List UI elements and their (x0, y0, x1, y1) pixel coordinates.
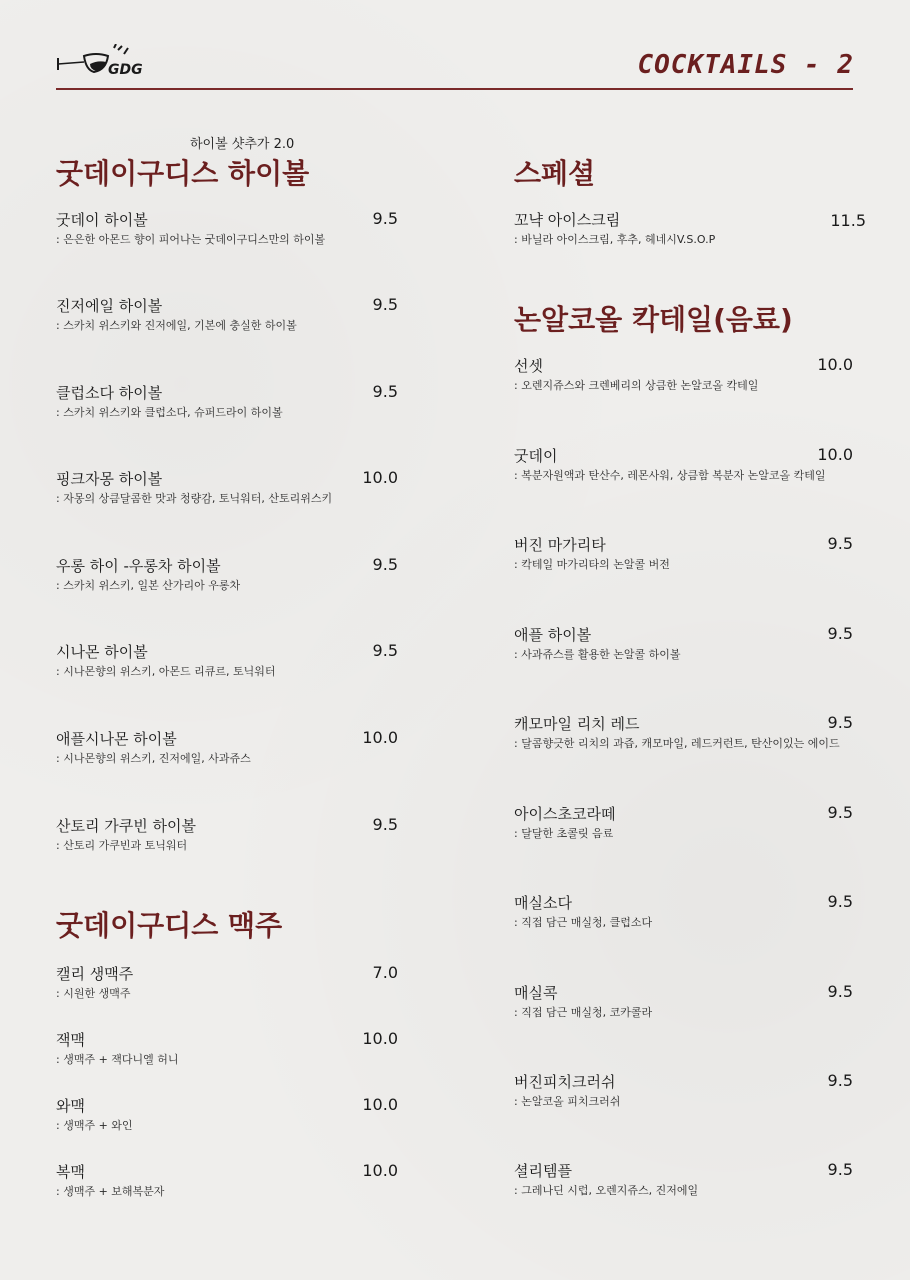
menu-item-price: 10.0 (362, 468, 398, 487)
wine-glass-logo-icon (56, 44, 146, 82)
menu-item-price: 10.0 (362, 1029, 398, 1048)
menu-item-desc: : 시나몬향의 위스키, 진저에일, 사과쥬스 (56, 752, 251, 765)
menu-item-desc: : 시나몬향의 위스키, 아몬드 리큐르, 토닉워터 (56, 665, 276, 678)
menu-item-name: 버진 마가리타 (514, 536, 606, 554)
menu-item-desc: : 직접 담근 매실청, 코카콜라 (514, 1006, 653, 1019)
menu-item-price: 9.5 (827, 1160, 853, 1179)
menu-item-name: 진저에일 하이볼 (56, 297, 163, 315)
menu-item-price: 10.0 (362, 1095, 398, 1114)
menu-item-price: 10.0 (817, 355, 853, 374)
page-title: COCKTAILS - 2 (637, 50, 854, 80)
menu-item-desc: : 사과쥬스를 활용한 논알콜 하이볼 (514, 648, 681, 661)
menu-item-desc: : 달달한 초콜릿 음료 (514, 827, 614, 840)
section-title-highball: 굿데이구디스 하이볼 (56, 157, 310, 190)
menu-item-desc: : 스카치 위스키와 클럽소다, 슈퍼드라이 하이볼 (56, 406, 283, 419)
menu-item-price: 10.0 (362, 728, 398, 747)
menu-item-desc: : 오렌지쥬스와 크렌베리의 상큼한 논알코올 칵테일 (514, 379, 759, 392)
menu-item-desc: : 생맥주 + 보해복분자 (56, 1185, 165, 1198)
menu-item-price: 11.5 (830, 211, 866, 230)
menu-item-name: 매실콕 (514, 984, 558, 1002)
section-title-special: 스페셜 (514, 157, 596, 190)
menu-item-desc: : 자몽의 상큼달콤한 맛과 청량감, 토닉워터, 산토리위스키 (56, 492, 333, 505)
menu-item-desc: : 논알코올 피치크러쉬 (514, 1095, 621, 1108)
menu-item-name: 굿데이 하이볼 (56, 211, 148, 229)
menu-item-price: 9.5 (372, 295, 398, 314)
menu-item-name: 캐모마일 리치 레드 (514, 715, 640, 733)
menu-item-name: 애플시나몬 하이볼 (56, 730, 177, 748)
menu-item-name: 시나몬 하이볼 (56, 643, 148, 661)
menu-item-desc: : 바닐라 아이스크림, 후추, 헤네시V.S.O.P (514, 233, 716, 246)
section-title-beer: 굿데이구디스 맥주 (56, 909, 283, 942)
menu-item-price: 9.5 (372, 209, 398, 228)
menu-item-price: 9.5 (827, 534, 853, 553)
menu-item-name: 와맥 (56, 1097, 85, 1115)
menu-item-desc: : 은은한 아몬드 향이 피어나는 굿데이구디스만의 하이볼 (56, 233, 326, 246)
menu-item-name: 셜리템플 (514, 1162, 572, 1180)
menu-item-name: 꼬냑 아이스크림 (514, 211, 621, 229)
menu-item-desc: : 복분자원액과 탄산수, 레몬사워, 상큼함 복분자 논알코올 칵테일 (514, 469, 826, 482)
menu-item-name: 클럽소다 하이볼 (56, 384, 163, 402)
menu-item-desc: : 생맥주 + 와인 (56, 1119, 133, 1132)
menu-item-price: 9.5 (827, 982, 853, 1001)
menu-item-price: 9.5 (372, 382, 398, 401)
menu-item-name: 우롱 하이 -우롱차 하이볼 (56, 557, 221, 575)
menu-item-name: 산토리 가쿠빈 하이볼 (56, 817, 196, 835)
menu-item-desc: : 달콤향긋한 리치의 과즙, 캐모마일, 레드커런트, 탄산이있는 에이드 (514, 737, 840, 750)
menu-item-price: 9.5 (827, 713, 853, 732)
menu-item-desc: : 스카치 위스키와 진저에일, 기본에 충실한 하이볼 (56, 319, 297, 332)
menu-item-name: 핑크자몽 하이볼 (56, 470, 163, 488)
menu-item-price: 9.5 (827, 803, 853, 822)
header-divider (56, 88, 853, 90)
menu-item-price: 9.5 (372, 555, 398, 574)
menu-item-desc: : 칵테일 마가리타의 논알콜 버전 (514, 558, 670, 571)
menu-item-price: 7.0 (372, 963, 398, 982)
menu-item-desc: : 스카치 위스키, 일본 산가리아 우롱차 (56, 579, 241, 592)
shot-add-note: 하이볼 샷추가 2.0 (190, 137, 295, 152)
menu-item-price: 9.5 (827, 1071, 853, 1090)
logo-text: GDG (108, 62, 143, 78)
menu-item-desc: : 생맥주 + 잭다니엘 허니 (56, 1053, 179, 1066)
menu-item-name: 잭맥 (56, 1031, 85, 1049)
menu-item-desc: : 시원한 생맥주 (56, 987, 131, 1000)
menu-item-price: 9.5 (372, 641, 398, 660)
menu-item-name: 복맥 (56, 1163, 85, 1181)
menu-item-name: 버진피치크러쉬 (514, 1073, 616, 1091)
menu-item-desc: : 산토리 가쿠빈과 토닉워터 (56, 839, 188, 852)
menu-item-price: 10.0 (362, 1161, 398, 1180)
menu-item-name: 선셋 (514, 357, 543, 375)
menu-item-price: 9.5 (372, 815, 398, 834)
menu-item-name: 매실소다 (514, 894, 572, 912)
menu-item-name: 아이스초코라떼 (514, 805, 616, 823)
section-title-nonalcohol: 논알코올 칵테일(음료) (514, 303, 793, 336)
menu-item-name: 굿데이 (514, 447, 558, 465)
menu-item-price: 9.5 (827, 624, 853, 643)
menu-item-name: 캘리 생맥주 (56, 965, 134, 983)
menu-item-name: 애플 하이볼 (514, 626, 592, 644)
menu-item-price: 9.5 (827, 892, 853, 911)
menu-item-desc: : 그레나딘 시럽, 오렌지쥬스, 진저에일 (514, 1184, 699, 1197)
menu-item-desc: : 직접 담근 매실청, 클럽소다 (514, 916, 653, 929)
menu-item-price: 10.0 (817, 445, 853, 464)
